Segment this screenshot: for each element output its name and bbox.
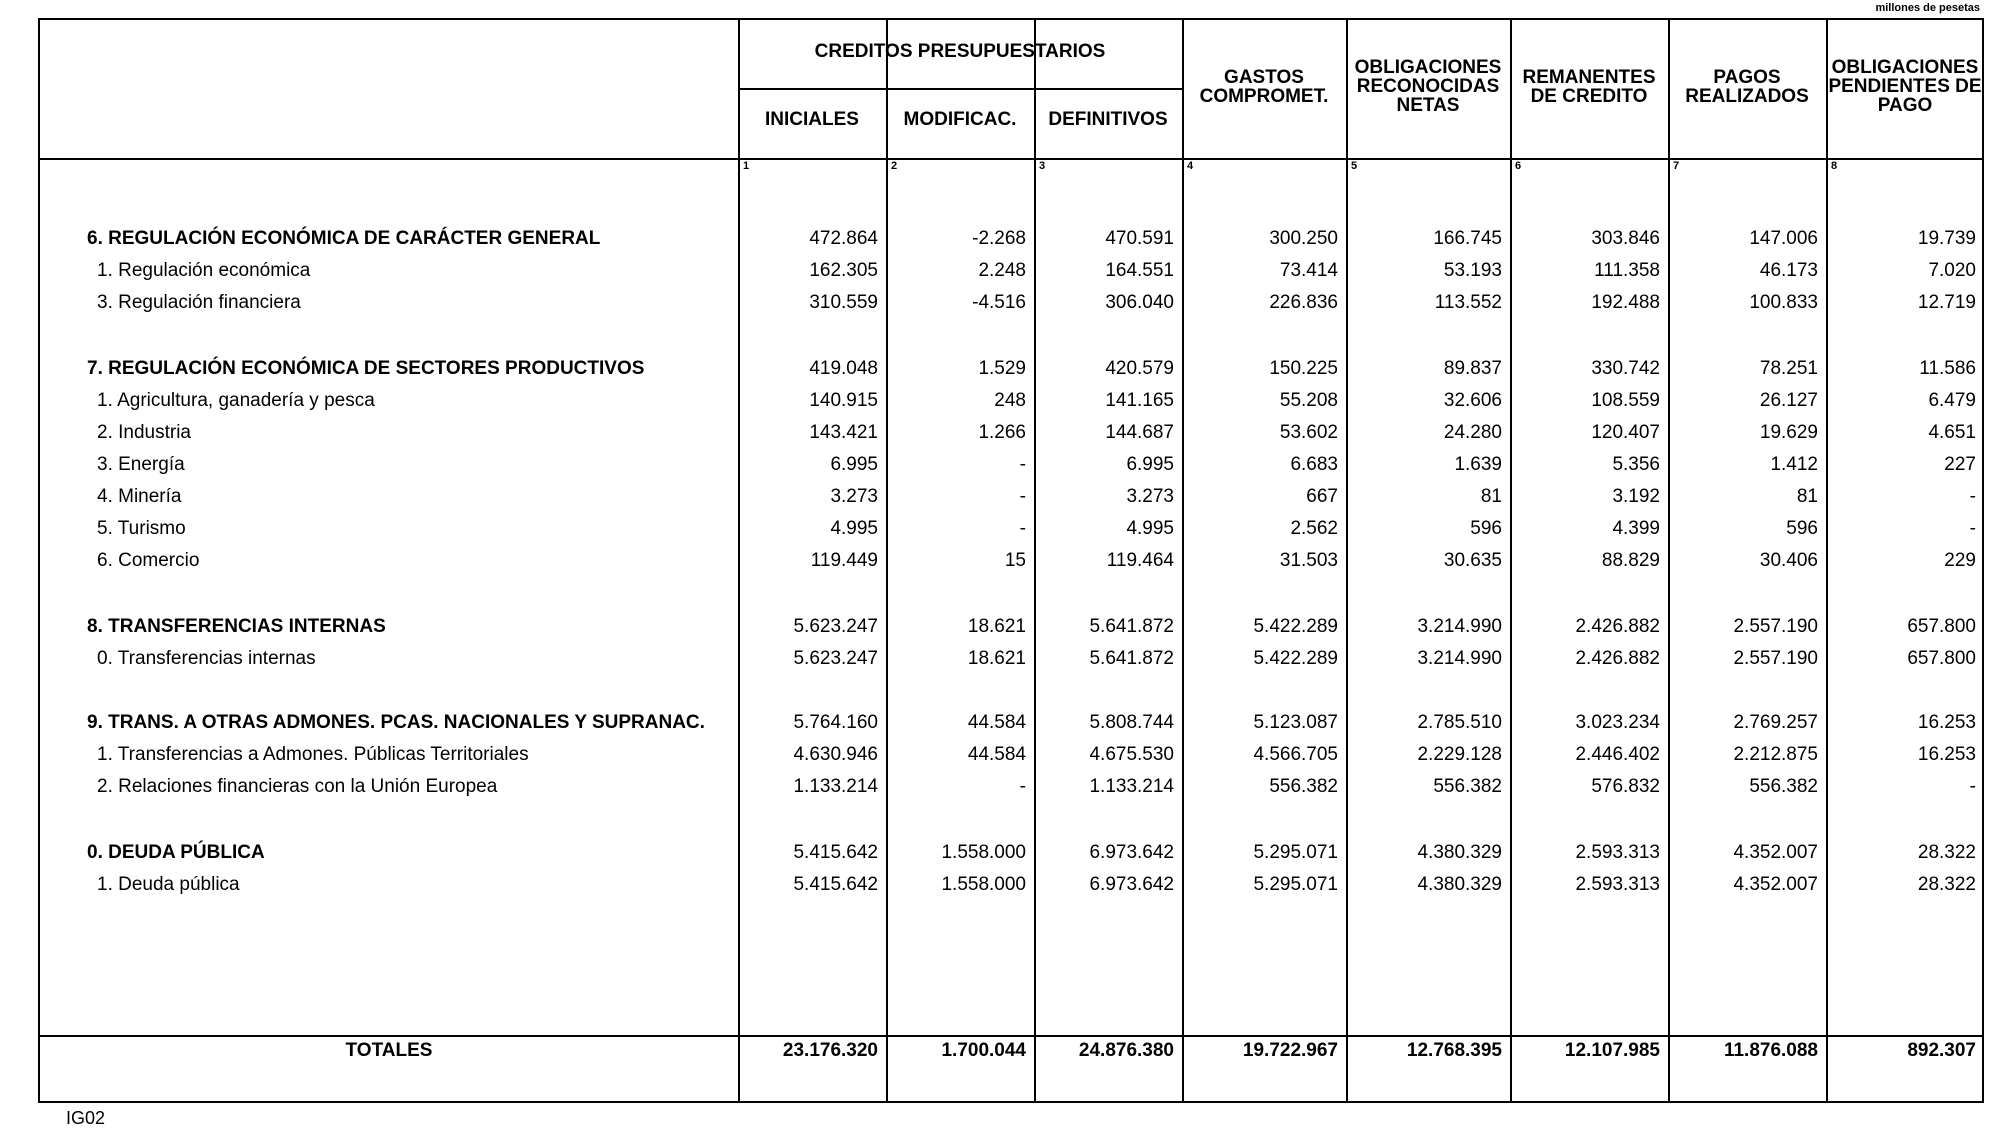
row-label: 7. REGULACIÓN ECONÓMICA DE SECTORES PRODUCTIVOS [87, 358, 645, 379]
cell-value: 143.421 [809, 422, 878, 443]
header-modificac: MODIFICAC. [903, 109, 1017, 130]
cell-value: 5.415.642 [793, 842, 878, 863]
footer-code: IG02 [66, 1108, 106, 1128]
units-note: millones de pesetas [1875, 2, 1980, 14]
cell-value: 16.253 [1917, 712, 1976, 733]
cell-value: 113.552 [1434, 292, 1502, 313]
cell-value: 6.683 [1290, 454, 1338, 475]
cell-value: 111.358 [1594, 260, 1660, 281]
cell-value: 310.559 [809, 292, 878, 313]
cell-value: 30.635 [1443, 550, 1502, 571]
cell-value: 44.584 [967, 712, 1026, 733]
cell-value: 3.214.990 [1417, 648, 1502, 669]
cell-value: 576.832 [1591, 776, 1660, 797]
cell-value: 419.048 [809, 358, 878, 379]
cell-value: 1.133.214 [793, 776, 878, 797]
cell-value: 5.415.642 [793, 874, 878, 895]
cell-value: 596 [1786, 518, 1818, 539]
row-label: 3. Energía [97, 454, 185, 475]
cell-value: 28.322 [1917, 842, 1976, 863]
row-label: 1. Regulación económica [97, 260, 311, 281]
totals-modificac: 1.700.044 [941, 1040, 1026, 1061]
cell-value: 162.305 [809, 260, 878, 281]
cell-value: 6.973.642 [1089, 842, 1174, 863]
cell-value: 15 [1004, 550, 1026, 571]
cell-value: 46.173 [1759, 260, 1818, 281]
cell-value: 2.769.257 [1733, 712, 1818, 733]
table-row [40, 422, 1982, 452]
cell-value: 1.558.000 [941, 842, 1026, 863]
cell-value: - [1969, 486, 1976, 507]
row-label: 1. Deuda pública [97, 874, 240, 895]
table-row [40, 292, 1982, 322]
cell-value: 3.023.234 [1575, 712, 1660, 733]
cell-value: 1.529 [978, 358, 1026, 379]
cell-value: 44.584 [967, 744, 1026, 765]
cell-value: 12.719 [1917, 292, 1976, 313]
cell-value: 19.629 [1759, 422, 1818, 443]
column-number: 2 [891, 160, 898, 172]
table-group-row [40, 228, 1982, 258]
table-row [40, 518, 1982, 548]
header-bottom-rule [40, 158, 1982, 160]
header-iniciales: INICIALES [765, 109, 859, 130]
row-label: 0. Transferencias internas [97, 648, 316, 669]
cell-value: 3.214.990 [1417, 616, 1502, 637]
column-number: 3 [1039, 160, 1046, 172]
cell-value: 4.380.329 [1417, 874, 1502, 895]
cell-value: 5.295.071 [1253, 874, 1338, 895]
totals-row [40, 1040, 1982, 1080]
cell-value: 2.248 [978, 260, 1026, 281]
column-number: 5 [1351, 160, 1358, 172]
cell-value: - [1969, 518, 1976, 539]
cell-value: 556.382 [1749, 776, 1818, 797]
cell-value: 226.836 [1269, 292, 1338, 313]
cell-value: 5.641.872 [1089, 616, 1174, 637]
totals-remanentes: 12.107.985 [1564, 1040, 1660, 1061]
cell-value: - [1969, 776, 1976, 797]
cell-value: - [1019, 776, 1026, 797]
totals-obligaciones-reconocidas: 12.768.395 [1406, 1040, 1502, 1061]
cell-value: 78.251 [1759, 358, 1818, 379]
cell-value: 1.266 [978, 422, 1026, 443]
cell-value: 2.446.402 [1575, 744, 1660, 765]
cell-value: 119.449 [810, 550, 878, 571]
cell-value: 5.422.289 [1253, 616, 1338, 637]
cell-value: 2.785.510 [1417, 712, 1502, 733]
cell-value: 5.123.087 [1253, 712, 1338, 733]
row-label: 6. REGULACIÓN ECONÓMICA DE CARÁCTER GENERAL [87, 228, 601, 249]
cell-value: 303.846 [1591, 228, 1660, 249]
cell-value: 119.464 [1106, 550, 1174, 571]
cell-value: 31.503 [1279, 550, 1338, 571]
cell-value: 5.356 [1612, 454, 1660, 475]
table-group-row [40, 358, 1982, 388]
cell-value: 100.833 [1749, 292, 1818, 313]
cell-value: 32.606 [1443, 390, 1502, 411]
cell-value: 4.380.329 [1417, 842, 1502, 863]
group-header-rule [738, 88, 1182, 90]
totals-top-rule [40, 1035, 1982, 1037]
cell-value: 16.253 [1917, 744, 1976, 765]
row-label: 2. Industria [97, 422, 191, 443]
cell-value: 11.586 [1919, 358, 1976, 379]
cell-value: 229 [1944, 550, 1976, 571]
table-row [40, 260, 1982, 290]
cell-value: 556.382 [1433, 776, 1502, 797]
cell-value: 5.641.872 [1089, 648, 1174, 669]
totals-gastos: 19.722.967 [1242, 1040, 1338, 1061]
cell-value: 89.837 [1443, 358, 1502, 379]
cell-value: 81 [1796, 486, 1818, 507]
header-creditos-presupuestarios: CREDITOS PRESUPUESTARIOS [814, 41, 1106, 62]
cell-value: 330.742 [1591, 358, 1660, 379]
cell-value: 5.764.160 [793, 712, 878, 733]
cell-value: 2.426.882 [1575, 648, 1660, 669]
cell-value: 4.995 [830, 518, 878, 539]
cell-value: 2.557.190 [1733, 616, 1818, 637]
row-label: 3. Regulación financiera [97, 292, 301, 313]
cell-value: 7.020 [1928, 260, 1976, 281]
cell-value: 4.352.007 [1733, 842, 1818, 863]
cell-value: 1.412 [1770, 454, 1818, 475]
cell-value: -2.268 [972, 228, 1026, 249]
cell-value: 5.623.247 [793, 616, 878, 637]
cell-value: 472.864 [809, 228, 878, 249]
cell-value: 30.406 [1759, 550, 1818, 571]
row-label: 1. Agricultura, ganadería y pesca [97, 390, 375, 411]
header-pagos-realizados: PAGOS REALIZADOS [1685, 67, 1809, 107]
column-number: 7 [1673, 160, 1680, 172]
cell-value: 306.040 [1105, 292, 1174, 313]
header-remanentes-de-credito: REMANENTES DE CREDITO [1522, 67, 1656, 107]
cell-value: 5.808.744 [1089, 712, 1174, 733]
table-row [40, 390, 1982, 420]
cell-value: 88.829 [1601, 550, 1660, 571]
cell-value: 150.225 [1269, 358, 1338, 379]
row-label: 5. Turismo [97, 518, 186, 539]
cell-value: 657.800 [1907, 648, 1976, 669]
table-group-row [40, 842, 1982, 872]
cell-value: 147.006 [1749, 228, 1818, 249]
cell-value: 3.192 [1612, 486, 1660, 507]
column-number: 8 [1831, 160, 1838, 172]
cell-value: 2.557.190 [1733, 648, 1818, 669]
totals-pagos: 11.876.088 [1723, 1040, 1818, 1061]
cell-value: 81 [1480, 486, 1502, 507]
cell-value: 1.558.000 [941, 874, 1026, 895]
cell-value: 108.559 [1591, 390, 1660, 411]
table-row [40, 486, 1982, 516]
cell-value: 55.208 [1279, 390, 1338, 411]
cell-value: 420.579 [1105, 358, 1174, 379]
cell-value: 248 [994, 390, 1026, 411]
cell-value: 19.739 [1917, 228, 1976, 249]
header-obligaciones-pendientes: OBLIGACIONES PENDIENTES DE PAGO [1828, 57, 1982, 116]
cell-value: 3.273 [830, 486, 878, 507]
row-label: 4. Minería [97, 486, 182, 507]
cell-value: 4.630.946 [793, 744, 878, 765]
cell-value: 24.280 [1443, 422, 1502, 443]
row-label: 8. TRANSFERENCIAS INTERNAS [87, 616, 386, 637]
header-definitivos: DEFINITIVOS [1048, 109, 1168, 130]
row-label: 0. DEUDA PÚBLICA [87, 842, 265, 863]
cell-value: 2.229.128 [1417, 744, 1502, 765]
cell-value: 470.591 [1105, 228, 1174, 249]
header-obligaciones-reconocidas: OBLIGACIONES RECONOCIDAS NETAS [1354, 57, 1502, 116]
cell-value: 6.995 [1126, 454, 1174, 475]
row-label: 6. Comercio [97, 550, 200, 571]
cell-value: 2.212.875 [1733, 744, 1818, 765]
cell-value: 6.973.642 [1089, 874, 1174, 895]
row-label: 2. Relaciones financieras con la Unión Europea [97, 776, 498, 797]
cell-value: 1.133.214 [1089, 776, 1174, 797]
cell-value: -4.516 [972, 292, 1026, 313]
row-label: 1. Transferencias a Admones. Públicas Territoriales [97, 744, 529, 765]
table-row [40, 648, 1982, 678]
table-row [40, 550, 1982, 580]
cell-value: 141.165 [1105, 390, 1174, 411]
cell-value: 300.250 [1269, 228, 1338, 249]
cell-value: 6.479 [1928, 390, 1976, 411]
cell-value: 192.488 [1591, 292, 1660, 313]
cell-value: 227 [1944, 454, 1976, 475]
cell-value: 3.273 [1126, 486, 1174, 507]
cell-value: 166.745 [1433, 228, 1502, 249]
cell-value: 18.621 [967, 616, 1026, 637]
cell-value: 4.651 [1928, 422, 1976, 443]
cell-value: - [1019, 518, 1026, 539]
totals-obligaciones-pendientes: 892.307 [1907, 1040, 1976, 1061]
header-gastos-compromet: GASTOS COMPROMET. [1199, 67, 1329, 107]
cell-value: 73.414 [1279, 260, 1338, 281]
cell-value: 2.562 [1290, 518, 1338, 539]
cell-value: 5.422.289 [1253, 648, 1338, 669]
row-label: 9. TRANS. A OTRAS ADMONES. PCAS. NACIONALES Y SUPRANAC. [87, 712, 705, 733]
cell-value: 164.551 [1105, 260, 1174, 281]
cell-value: 26.127 [1759, 390, 1818, 411]
budget-table [38, 18, 1984, 1103]
totals-definitivos: 24.876.380 [1078, 1040, 1174, 1061]
table-row [40, 454, 1982, 484]
column-number: 6 [1515, 160, 1522, 172]
column-number: 1 [743, 160, 750, 172]
cell-value: 1.639 [1454, 454, 1502, 475]
table-row [40, 744, 1982, 774]
cell-value: 5.295.071 [1253, 842, 1338, 863]
totals-label: TOTALES [345, 1040, 433, 1061]
cell-value: 2.426.882 [1575, 616, 1660, 637]
cell-value: 4.566.705 [1253, 744, 1338, 765]
cell-value: 4.352.007 [1733, 874, 1818, 895]
cell-value: 4.675.530 [1089, 744, 1174, 765]
table-group-row [40, 616, 1982, 646]
cell-value: 556.382 [1269, 776, 1338, 797]
cell-value: 5.623.247 [793, 648, 878, 669]
cell-value: - [1019, 454, 1026, 475]
cell-value: 4.995 [1126, 518, 1174, 539]
totals-iniciales: 23.176.320 [782, 1040, 878, 1061]
table-row [40, 776, 1982, 806]
cell-value: 4.399 [1612, 518, 1660, 539]
cell-value: 667 [1306, 486, 1338, 507]
cell-value: 2.593.313 [1575, 842, 1660, 863]
cell-value: - [1019, 486, 1026, 507]
cell-value: 596 [1470, 518, 1502, 539]
cell-value: 2.593.313 [1575, 874, 1660, 895]
cell-value: 657.800 [1907, 616, 1976, 637]
cell-value: 53.602 [1279, 422, 1338, 443]
column-number: 4 [1187, 160, 1194, 172]
cell-value: 120.407 [1591, 422, 1660, 443]
cell-value: 140.915 [809, 390, 878, 411]
cell-value: 144.687 [1105, 422, 1174, 443]
table-group-row [40, 712, 1982, 742]
table-row [40, 874, 1982, 904]
cell-value: 6.995 [830, 454, 878, 475]
cell-value: 18.621 [967, 648, 1026, 669]
cell-value: 28.322 [1917, 874, 1976, 895]
cell-value: 53.193 [1443, 260, 1502, 281]
